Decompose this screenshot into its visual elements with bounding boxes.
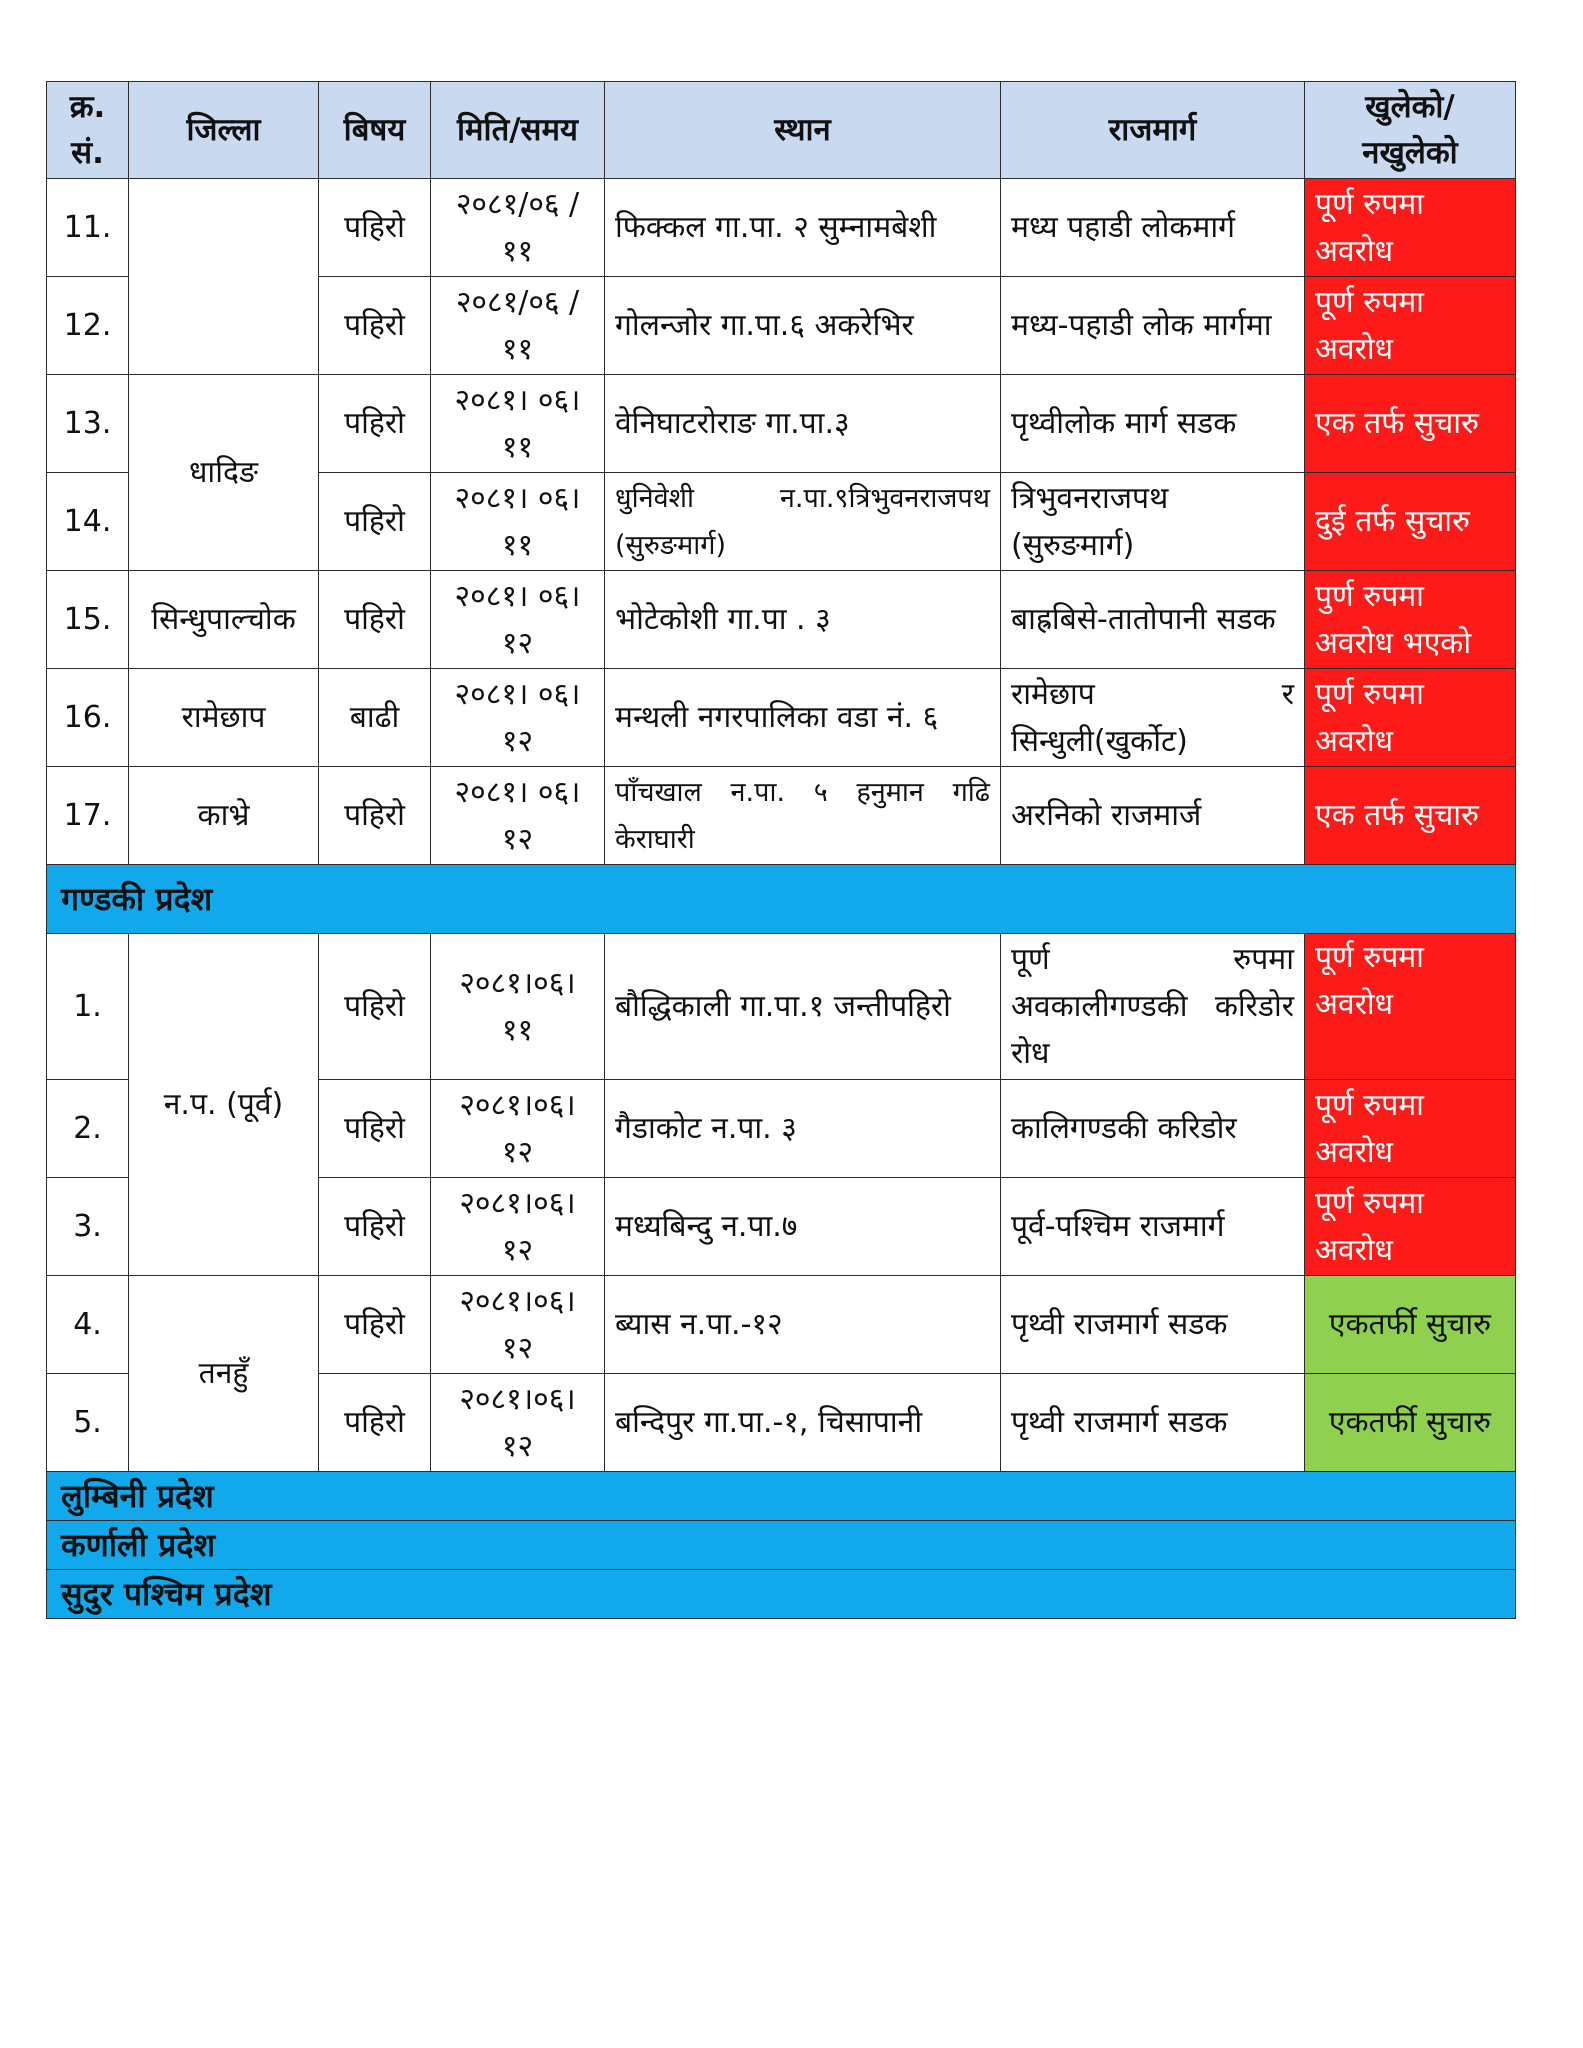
row-subject: पहिरो [319,934,431,1080]
table-row [47,767,1516,865]
row-datetime: २०८१।०६। ११ [431,934,605,1080]
row-place: पाँचखाल न.पा. ५ हनुमान गढि केराघारी [605,767,1001,865]
row-status: एक तर्फ सुचारु [1305,767,1516,865]
row-subject: पहिरो [319,1080,431,1178]
row-status: पूर्ण रुपमा अवरोध [1305,934,1516,1080]
road-status-table [46,81,1516,1619]
row-datetime: २०८१। ०६।१२ [431,767,605,865]
row-highway: पृथ्वी राजमार्ग सडक [1001,1276,1305,1374]
row-district: काभ्रे [129,767,319,865]
row-subject: पहिरो [319,1276,431,1374]
row-status: पूर्ण रुपमा अवरोध [1305,1080,1516,1178]
row-district-blank [129,179,319,375]
header-status: खुलेको/ नखुलेको [1305,82,1516,179]
province-label: गण्डकी प्रदेश [47,865,1516,934]
row-datetime: २०८१। ०६।११ [431,375,605,473]
row-datetime: २०८१। ०६।१२ [431,571,605,669]
row-sn: 13. [47,375,129,473]
row-status: एकतर्फी सुचारु [1305,1276,1516,1374]
row-highway: बाह्रबिसे-तातोपानी सडक [1001,571,1305,669]
row-highway: अरनिको राजमार्ज [1001,767,1305,865]
province-row-lumbini [47,1472,1516,1521]
row-status: पूर्ण रुपमा अवरोध [1305,179,1516,277]
row-highway: त्रिभुवनराजपथ (सुरुङमार्ग) [1001,473,1305,571]
row-highway: पृथ्वी राजमार्ग सडक [1001,1374,1305,1472]
row-district: सिन्धुपाल्चोक [129,571,319,669]
row-status: पुर्ण रुपमा अवरोध भएको [1305,571,1516,669]
header-sn: क्र. सं. [47,82,129,179]
province-row-sudurpaschim [47,1570,1516,1619]
table-row [47,375,1516,473]
row-datetime: २०८१।०६। १२ [431,1080,605,1178]
row-status: पूर्ण रुपमा अवरोध [1305,669,1516,767]
row-place: भोटेकोशी गा.पा . ३ [605,571,1001,669]
row-status: पूर्ण रुपमा अवरोध [1305,277,1516,375]
row-subject: पहिरो [319,473,431,571]
row-sn: 5. [47,1374,129,1472]
row-datetime: २०८१।०६। १२ [431,1374,605,1472]
row-place: ब्यास न.पा.-१२ [605,1276,1001,1374]
row-subject: पहिरो [319,375,431,473]
row-sn: 17. [47,767,129,865]
row-subject: बाढी [319,669,431,767]
row-place: धुनिवेशी न.पा.९त्रिभुवनराजपथ (सुरुङमार्ग) [605,473,1001,571]
row-highway: पूर्व-पश्चिम राजमार्ग [1001,1178,1305,1276]
table-row [47,571,1516,669]
province-row-gandaki [47,865,1516,934]
header-highway: राजमार्ग [1001,82,1305,179]
row-sn: 11. [47,179,129,277]
row-place: बौद्धिकाली गा.पा.१ जन्तीपहिरो [605,934,1001,1080]
row-highway: पूर्ण रुपमा अवकालीगण्डकी करिडोर रोध [1001,934,1305,1080]
row-datetime: २०८१/०६ /११ [431,179,605,277]
header-district: जिल्ला [129,82,319,179]
table-row [47,1276,1516,1374]
row-highway: कालिगण्डकी करिडोर [1001,1080,1305,1178]
row-subject: पहिरो [319,277,431,375]
row-subject: पहिरो [319,1178,431,1276]
row-datetime: २०८१।०६। १२ [431,1178,605,1276]
row-highway: मध्य पहाडी लोकमार्ग [1001,179,1305,277]
row-place: गोलन्जोर गा.पा.६ अकरेभिर [605,277,1001,375]
table-row [47,179,1516,277]
header-subject: बिषय [319,82,431,179]
table-row [47,669,1516,767]
row-sn: 4. [47,1276,129,1374]
row-subject: पहिरो [319,179,431,277]
header-place: स्थान [605,82,1001,179]
row-place: फिक्कल गा.पा. २ सुम्नामबेशी [605,179,1001,277]
row-status: एकतर्फी सुचारु [1305,1374,1516,1472]
row-district: धादिङ [129,375,319,571]
row-district: रामेछाप [129,669,319,767]
row-sn: 16. [47,669,129,767]
row-datetime: २०८१। ०६।१२ [431,669,605,767]
row-subject: पहिरो [319,767,431,865]
row-status: पूर्ण रुपमा अवरोध [1305,1178,1516,1276]
row-place: मध्यबिन्दु न.पा.७ [605,1178,1001,1276]
row-place: गैडाकोट न.पा. ३ [605,1080,1001,1178]
row-sn: 12. [47,277,129,375]
row-highway: रामेछाप र सिन्धुली(खुर्कोट) [1001,669,1305,767]
row-district: तनहुँ [129,1276,319,1472]
row-subject: पहिरो [319,571,431,669]
row-sn: 1. [47,934,129,1080]
row-highway: मध्य-पहाडी लोक मार्गमा [1001,277,1305,375]
row-place: मन्थली नगरपालिका वडा नं. ६ [605,669,1001,767]
row-place: वेनिघाटरोराङ गा.पा.३ [605,375,1001,473]
row-datetime: २०८१। ०६।११ [431,473,605,571]
row-status: दुई तर्फ सुचारु [1305,473,1516,571]
province-label: लुम्बिनी प्रदेश [47,1472,1516,1521]
table-row [47,934,1516,1080]
table-header-row [47,82,1516,179]
row-status: एक तर्फ सुचारु [1305,375,1516,473]
row-place: बन्दिपुर गा.पा.-१, चिसापानी [605,1374,1001,1472]
row-subject: पहिरो [319,1374,431,1472]
row-sn: 3. [47,1178,129,1276]
row-sn: 14. [47,473,129,571]
row-highway: पृथ्वीलोक मार्ग सडक [1001,375,1305,473]
header-datetime: मिति/समय [431,82,605,179]
row-district: न.प. (पूर्व) [129,934,319,1276]
row-sn: 15. [47,571,129,669]
row-datetime: २०८१/०६ /११ [431,277,605,375]
province-label: सुदुर पश्चिम प्रदेश [47,1570,1516,1619]
row-datetime: २०८१।०६। १२ [431,1276,605,1374]
province-label: कर्णाली प्रदेश [47,1521,1516,1570]
province-row-karnali [47,1521,1516,1570]
row-sn: 2. [47,1080,129,1178]
